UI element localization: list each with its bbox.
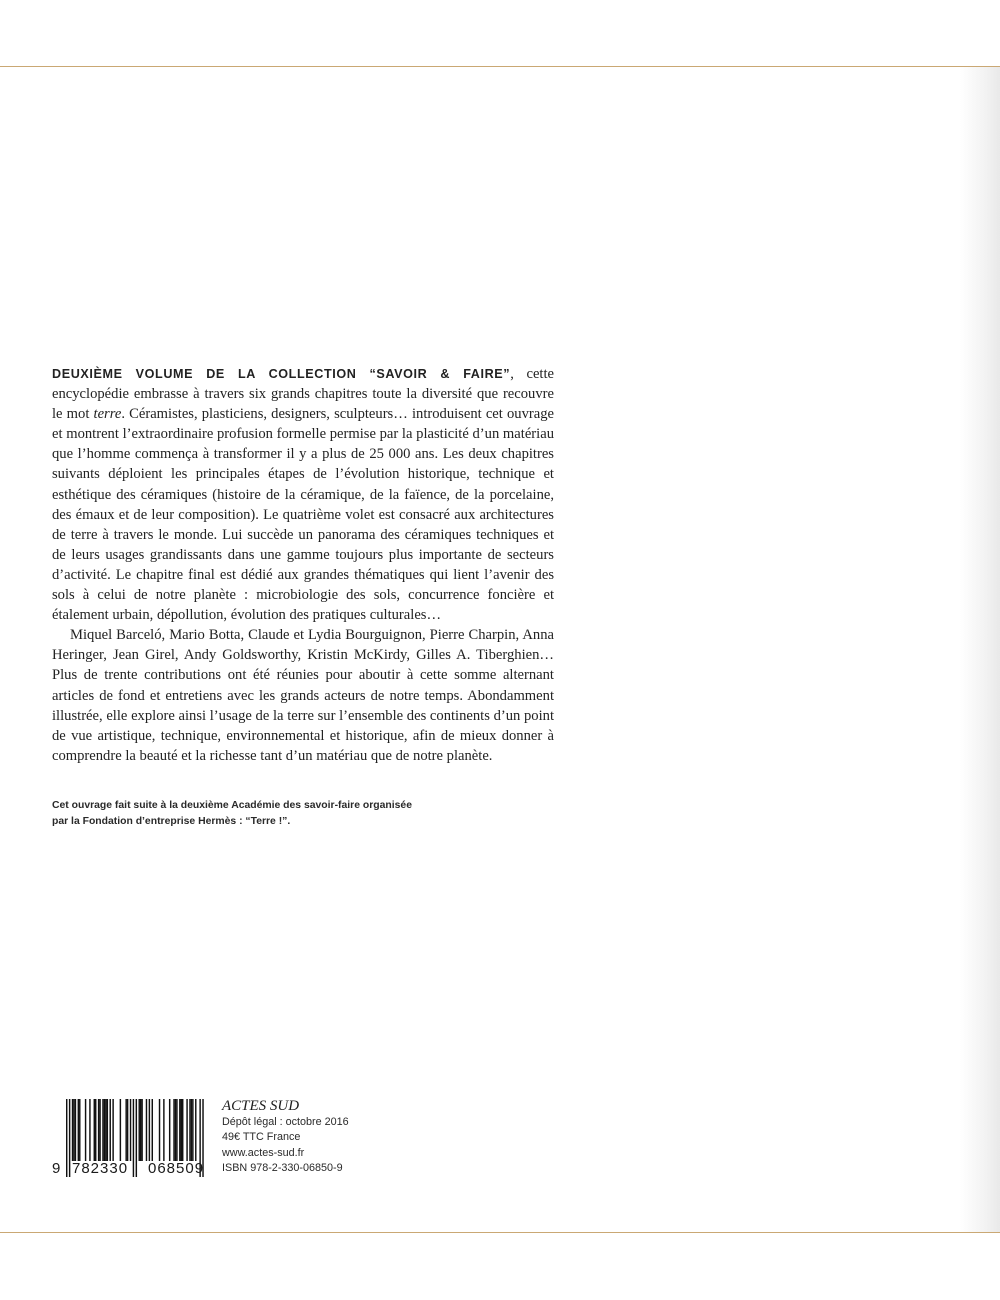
barcode-bar [85, 1099, 86, 1161]
barcode-bar [127, 1099, 128, 1161]
description-term: terre [93, 406, 122, 423]
barcode-bar [140, 1099, 141, 1161]
barcode-bar [136, 1099, 137, 1177]
barcode-digits-left: 782330 [72, 1160, 129, 1177]
price: 49€ TTC France [222, 1131, 301, 1144]
barcode-bar [89, 1099, 90, 1161]
barcode-bar [125, 1099, 126, 1161]
barcode-bar [75, 1099, 76, 1161]
barcode-digits-right: 068509 [148, 1160, 205, 1177]
barcode-bar [191, 1099, 192, 1161]
barcode-bar [141, 1099, 142, 1161]
barcode-bar [186, 1099, 187, 1161]
barcode-bar [146, 1099, 147, 1161]
barcode-bar [159, 1099, 160, 1161]
barcode-bar [182, 1099, 183, 1161]
barcode-bar [94, 1099, 95, 1161]
academy-note [52, 798, 522, 830]
barcode-bar [130, 1099, 131, 1161]
barcode-bar [120, 1099, 121, 1161]
barcode-bar [73, 1099, 74, 1161]
spine-shadow [960, 67, 1000, 1232]
legal-deposit: Dépôt légal : octobre 2016 [222, 1116, 349, 1128]
barcode-digit-first: 9 [52, 1160, 62, 1177]
barcode-bar [112, 1099, 113, 1161]
barcode-bar [69, 1099, 70, 1177]
bottom-border-rule [0, 1232, 1000, 1233]
back-cover-description [52, 364, 554, 766]
barcode-bar [195, 1099, 196, 1161]
description-text-b: . Céramistes, plasticiens, designers, sculpteurs… introduisent cet ouvrage et montrent l’extraordinaire profusion formelle permise par la plasticité d’un matériau que l’homme commença à transformer il y a plus de 25 000 ans. Les deux chapitres suivants déploient les principales étapes de l’évolution historique, technique et esthétique des céramiques (histoire de la céramique, de la faïence, de la porcelaine, des émaux et de leur composition). Le quatrième volet est consacré aux architectures de terre à travers le monde. Lui succède un panorama des céramiques techniques et de leurs usages grandissants dans une gamme toujours plus importante de secteurs d’activité. Le chapitre final est dédié aux grandes thématiques qui lient l’avenir des sols à celui de notre planète : microbiologie des sols, concurrence foncière et étalement urbain, dépollution, évolution des pratiques culturales… [52, 406, 554, 624]
publisher-info [222, 1098, 462, 1177]
barcode-bar [189, 1099, 190, 1161]
barcode-bar [104, 1099, 105, 1161]
barcode-bar [72, 1099, 73, 1161]
barcode-bar [99, 1099, 100, 1161]
barcode-bar [66, 1099, 67, 1177]
isbn: ISBN 978-2-330-06850-9 [222, 1162, 343, 1175]
barcode-bar [78, 1099, 79, 1161]
barcode-bar [179, 1099, 180, 1161]
academy-note-line-2: par la Fondation d’entreprise Hermès : “Terre !”. [52, 816, 291, 827]
barcode-bar [105, 1099, 106, 1161]
barcode-bar [192, 1099, 193, 1161]
barcode-bar [169, 1099, 170, 1161]
barcode-bar [95, 1099, 96, 1161]
isbn-barcode [50, 1097, 210, 1181]
barcode-bar [163, 1099, 164, 1161]
barcode-bar [139, 1099, 140, 1161]
top-border-rule [0, 66, 1000, 67]
barcode-bar [149, 1099, 150, 1161]
barcode-bar [133, 1099, 134, 1177]
barcode-bar [110, 1099, 111, 1161]
academy-note-line-1: Cet ouvrage fait suite à la deuxième Académie des savoir-faire organisée [52, 800, 412, 811]
barcode-bar [107, 1099, 108, 1161]
barcode-bar [98, 1099, 99, 1161]
barcode-bar [79, 1099, 80, 1161]
description-paragraph-2: Miquel Barceló, Mario Botta, Claude et Lydia Bourguignon, Pierre Charpin, Anna Heringer, Jean Girel, Andy Goldsworthy, Kristin McKirdy, Gilles A. Tiberghien… Plus de trente contributions ont été réunies pour aboutir à cette somme alternant articles de fond et entretiens avec les grands acteurs de notre temps. Abondamment illustrée, elle explore ainsi l’usage de la terre sur l’ensemble des continents d’un point de vue artistique, technique, environnemental et historique, afin de mieux donner à comprendre la beauté et la richesse tant d’un matériau que de notre planète. [52, 627, 554, 764]
barcode-bar [173, 1099, 174, 1161]
barcode-bar [152, 1099, 153, 1161]
barcode-bar [102, 1099, 103, 1161]
barcode-bar [181, 1099, 182, 1161]
publisher-website: www.actes-sud.fr [222, 1146, 305, 1159]
description-paragraph-1 [52, 364, 554, 625]
barcode-bar [176, 1099, 177, 1161]
description-text-a: , cette encyclopédie embrasse à travers six grands chapitres toute la diversité que recouvre le mot [52, 366, 555, 423]
barcode-bar [175, 1099, 176, 1161]
publisher-name: ACTES SUD [222, 1098, 300, 1114]
collection-lead: DEUXIÈME VOLUME DE LA COLLECTION “SAVOIR & FAIRE” [52, 367, 511, 381]
